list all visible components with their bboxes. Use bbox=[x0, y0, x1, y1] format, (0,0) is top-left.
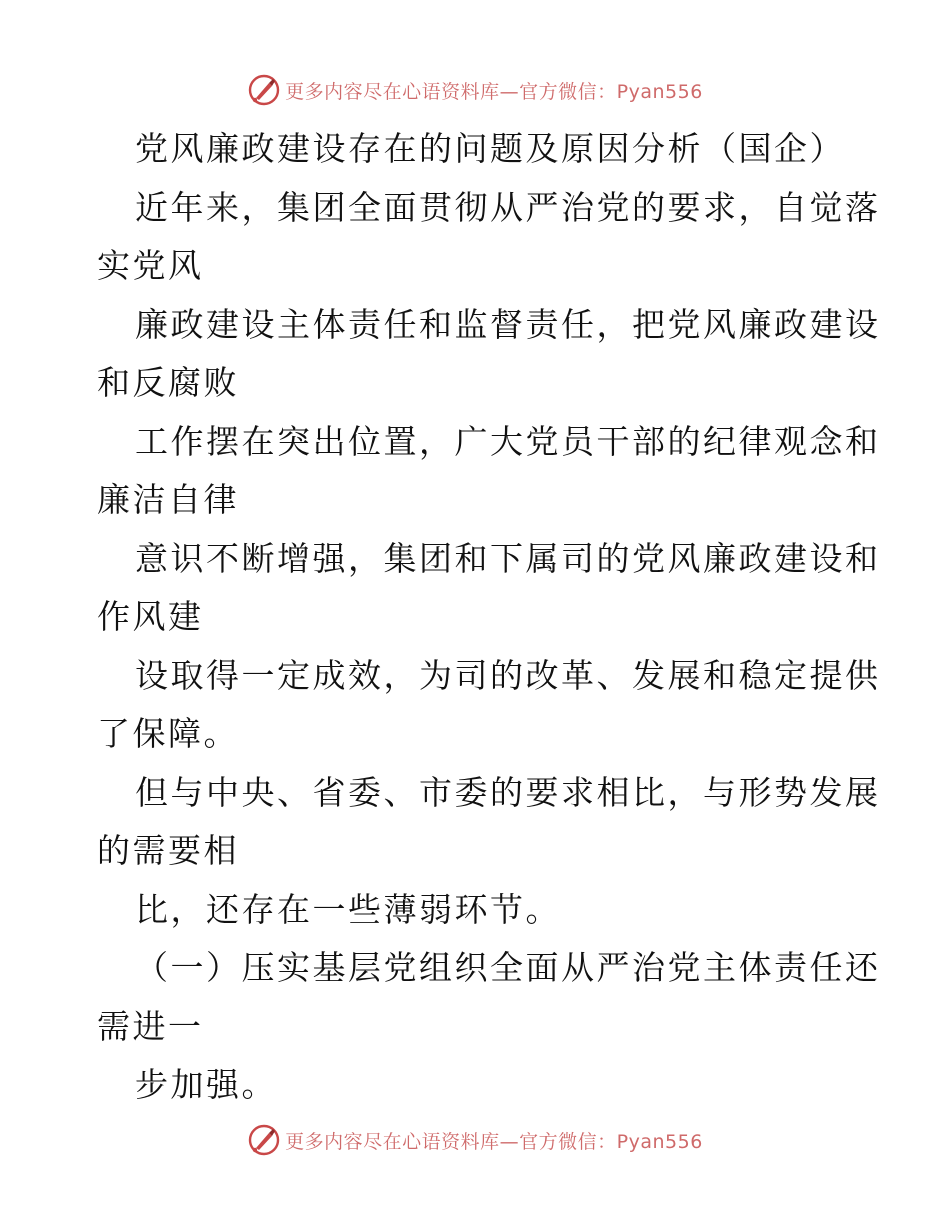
watermark-account: Pyan556 bbox=[616, 1130, 703, 1153]
document-line: 和反腐败 bbox=[97, 363, 239, 402]
watermark-text: 更多内容尽在心语资料库—官方微信：Pyan556 bbox=[285, 80, 703, 103]
document-line: 的需要相 bbox=[97, 831, 239, 870]
document-line: 实党风 bbox=[97, 246, 204, 285]
document-line: 廉洁自律 bbox=[97, 480, 239, 519]
watermark-text: 更多内容尽在心语资料库—官方微信：Pyan556 bbox=[285, 1130, 703, 1153]
document-line: 步加强。 bbox=[135, 1065, 277, 1104]
document-line: 了保障。 bbox=[97, 714, 239, 753]
document-line: 近年来，集团全面贯彻从严治党的要求，自觉落 bbox=[135, 187, 881, 227]
document-line: 意识不断增强，集团和下属司的党风廉政建设和 bbox=[135, 538, 881, 578]
document-line: 作风建 bbox=[97, 597, 204, 636]
document-line: 比，还存在一些薄弱环节。 bbox=[135, 889, 561, 929]
document-line: 设取得一定成效，为司的改革、发展和稳定提供 bbox=[135, 655, 881, 695]
document-body bbox=[97, 120, 881, 1115]
document-line: 工作摆在突出位置，广大党员干部的纪律观念和 bbox=[135, 421, 881, 461]
document-line: 但与中央、省委、市委的要求相比，与形势发展 bbox=[135, 772, 881, 812]
watermark-account: Pyan556 bbox=[616, 80, 703, 103]
pen-logo-icon bbox=[247, 73, 281, 107]
footer-watermark bbox=[0, 1120, 950, 1160]
header-watermark bbox=[0, 70, 950, 110]
document-line: 党风廉政建设存在的问题及原因分析（国企） bbox=[135, 129, 845, 168]
pen-logo-icon bbox=[247, 1123, 281, 1157]
document-line: 廉政建设主体责任和监督责任，把党风廉政建设 bbox=[135, 304, 881, 344]
document-line: 需进一 bbox=[97, 1006, 204, 1046]
document-line: （一）压实基层党组织全面从严治党主体责任还 bbox=[135, 948, 881, 987]
